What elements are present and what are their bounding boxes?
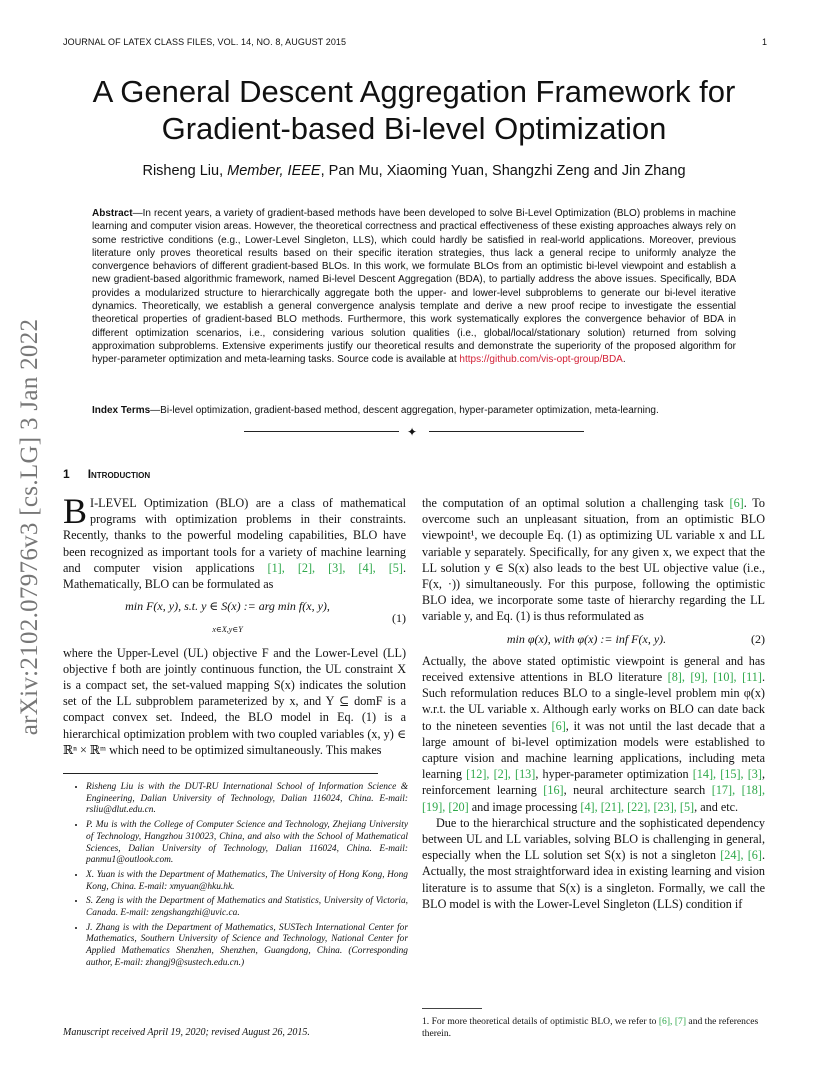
citation-link[interactable]: [14], [15], [3] (692, 767, 762, 782)
right-text-3: Due to the hierarchical structure and the sophisticated dependency between UL and LL variables, solving BLO is challenging in general, especially when the LL solution set S(x) is not a singleton (422, 815, 765, 863)
right-text-2e: , reinforcement learning (422, 767, 766, 798)
section-heading (63, 467, 150, 481)
citation-link[interactable]: [6], [7] (658, 1016, 687, 1027)
section-number: 1 (63, 467, 70, 481)
left-column (63, 491, 406, 758)
source-code-link[interactable]: https://github.com/vis-opt-group/BDA (459, 354, 623, 366)
right-text-2b: . Such reformulation reduces BLO to a single-level problem min φ(x) w.r.t. the UL variable x. Although early works on BLO can date back to the nineteen seventies (422, 670, 765, 733)
affiliation-item: • J. Zhang is with the Department of Mathematics, SUSTech International Center for Mathematics, Southern University of Science and Technology, National Center for Applied Mathematics Shenzhen, Shenzhen, Guangdong, China. (Corresponding author, E-mail: zhangj9@sustech.edu.cn.) (86, 923, 408, 970)
title-line-1: A General Descent Aggregation Framework for (92, 74, 736, 109)
diamond-icon: ✦ (407, 425, 418, 439)
footnote (422, 1016, 765, 1040)
intro-paragraph-1 (63, 491, 406, 592)
equation-1-text: min F(x, y), s.t. y ∈ S(x) := arg min f(x, y), (125, 599, 330, 614)
citation-link[interactable]: [4], [21], [22], [23], [5] (580, 799, 695, 814)
citation-link[interactable]: [6] (729, 496, 744, 510)
footnote-end: and the references therein. (422, 1016, 759, 1039)
right-text-2h: , and etc. (694, 799, 739, 814)
page-number: 1 (761, 37, 767, 47)
author-1-role: Member, IEEE (227, 163, 321, 179)
title-line-2: Gradient-based Bi-level Optimization (161, 111, 667, 146)
right-paragraph-1 (422, 495, 765, 625)
arxiv-stamp (13, 297, 47, 757)
right-text-1b: . To overcome such an unpleasant situation, from an optimistic BLO viewpoint¹, we decouple Eq. (1) as optimizing UL variable x and LL variable y separately. Specifically, for any given x, we expect that the LL solution y ∈ S(x) also leads to the best UL objective value (i.e., F(x, ·)) simultaneously. For this purpose, following the optimistic BLO idea, we incorporate some taste of hierarchy regarding the LL variable y, and Eq. (1) is thus reformulated as (422, 496, 765, 624)
equation-1-body (63, 598, 392, 638)
right-text-2f: , neural architecture search (563, 783, 712, 798)
authors (40, 163, 788, 179)
affiliation-item: • P. Mu is with the College of Computer Science and Technology, Zhejiang University of Technology, Hangzhou 310023, China, and also with the School of Mathematical Sciences, Dalian University of Technology, Dalian 116024, China. E-mail: panmu1@outlook.com. (86, 820, 408, 867)
right-text-1: the computation of an optimal solution a challenging task (422, 496, 730, 510)
authors-rest: , Pan Mu, Xiaoming Yuan, Shangzhi Zeng and Jin Zhang (320, 163, 686, 179)
citation-link[interactable]: [12], [2], [13] (466, 767, 536, 782)
abstract-label: Abstract (92, 208, 133, 219)
dropcap: B (63, 491, 88, 531)
abstract-text: —In recent years, a variety of gradient-based methods have been developed to solve Bi-Level Optimization (BLO) problems in machine learning and computer vision areas. However, the theoretical correctness and practical effectiveness of these existing approaches always rely on some restrictive conditions (e.g., Lower-Level Singleton, LLS), which could hardly be satisfied in real-world applications. Moreover, previous literature only proves theoretical results based on their specific iteration strategies, thus lack a general recipe to uniformly analyze the convergence behaviors of different gradient-based BLOs. In this work, we formulate BLOs from an optimistic bi-level viewpoint and establish a new gradient-based algorithmic framework, named Bi-level Descent Aggregation (BDA), to partially address the above issues. Specifically, BDA provides a modularized structure to hierarchically aggregate both the upper- and lower-level subproblems to generate our bi-level iterative dynamics. Theoretically, we establish a general convergence analysis template and derive a new proof recipe to investigate the essential theoretical properties of gradient-based BLO methods. Furthermore, this work systematically explores the convergence behavior of BDA in different optimization scenarios, i.e., considering various solution qualities (i.e., global/local/stationary solution) returned from solving approximation subproblems. Extensive experiments justify our theoretical results and demonstrate the superiority of the proposed algorithm for hyper-parameter optimization and meta-learning tasks. Source code is available at (92, 208, 736, 366)
equation-2-number: (2) (751, 631, 765, 646)
affiliation-item: • Risheng Liu is with the DUT-RU International School of Information Science & Engineering, Dalian University of Technology, Dalian 116024, China. E-mail: rsliu@dlut.edu.cn. (86, 782, 408, 817)
abstract-divider (244, 426, 584, 438)
right-text-2c: , it was not until the last decade that a large amount of bi-level optimization models were established to capture vision and machine learning applications, including meta learning (422, 718, 766, 782)
intro-text-1: Optimization (BLO) are a class of mathematical programs with optimization problems in their constraints. Recently, thanks to the powerful modeling capabilities, BLO have been recognized as important tools for a variety of machine learning and computer vision applications (63, 496, 406, 575)
manuscript-note: Manuscript received April 19, 2020; revised August 26, 2015. (63, 1027, 310, 1038)
intro-paragraph-2: where the Upper-Level (UL) objective F and the Lower-Level (LL) objective f both are jointly continuous function, the UL constraint X is a compact set, the set-valued mapping S(x) indicates the solution set of the LL subproblem parameterized by x, and Y ⊆ domF is a compact convex set. Indeed, the BLO model in Eq. (1) is a hierarchical optimization problem with two coupled variables (x, y) ∈ ℝⁿ × ℝᵐ which need to be optimized simultaneously. This makes (63, 645, 406, 757)
affiliation-list (63, 782, 408, 970)
affiliations (63, 782, 408, 973)
right-paragraph-3 (422, 815, 765, 912)
right-footnote-rule (422, 1008, 482, 1009)
equation-1-number: (1) (392, 611, 406, 626)
footnote-text: 1. For more theoretical details of optimistic BLO, we refer to (422, 1016, 659, 1027)
right-text-3b: . Actually, the most straightforward idea in existing learning and vision literature is to assume that S(x) is a singleton. Formally, we call the BLO model is with the Lower-Level Singleton (LLS) condition if (422, 848, 765, 911)
arxiv-stamp-text: arXiv:2102.07976v3 [cs.LG] 3 Jan 2022 (16, 318, 43, 736)
paper-title (40, 73, 788, 147)
index-terms-text: —Bi-level optimization, gradient-based method, descent aggregation, hyper-parameter optimization, meta-learning. (150, 405, 659, 416)
divider-rule-right (429, 431, 584, 432)
right-text-2g: and image processing (468, 799, 581, 814)
right-text-2d: , hyper-parameter optimization (535, 767, 693, 782)
equation-2-text: min φ(x), with φ(x) := inf F(x, y). (506, 631, 667, 646)
citation-link[interactable]: [6] (551, 718, 566, 733)
footnote-rule (63, 773, 378, 774)
right-paragraph-2 (422, 653, 765, 815)
running-head: JOURNAL OF LATEX CLASS FILES, VOL. 14, NO. 8, AUGUST 2015 (63, 37, 347, 47)
index-terms-label: Index Terms (92, 405, 151, 416)
divider-rule-left (244, 431, 399, 432)
right-column (422, 495, 765, 912)
citation-link[interactable]: [8], [9], [10], [11] (667, 670, 762, 685)
equation-1-subscript: x∈X,y∈Y (212, 625, 243, 635)
section-title: Introduction (87, 467, 151, 481)
index-terms (92, 404, 736, 417)
citation-link[interactable]: [17], [18], [19], [20] (422, 783, 765, 814)
equation-2 (422, 631, 765, 647)
abstract-end: . (622, 354, 626, 366)
intro-text-1-end: . Mathematically, BLO can be formulated as (63, 560, 406, 592)
citation-link[interactable]: [16] (543, 783, 564, 798)
intro-start-smallcaps: I-LEVEL (90, 496, 137, 510)
citation-link[interactable]: [1], [2], [3], [4], [5] (267, 560, 403, 575)
affiliation-item: • X. Yuan is with the Department of Mathematics, The University of Hong Kong, Hong Kong, China. E-mail: xmyuan@hku.hk. (86, 870, 408, 893)
citation-link[interactable]: [24], [6] (720, 848, 762, 863)
equation-1 (63, 598, 406, 638)
right-text-2: Actually, the above stated optimistic viewpoint is general and has received extensive attentions in BLO literature (422, 653, 765, 685)
author-1: Risheng Liu, (142, 163, 228, 179)
abstract (92, 207, 736, 367)
affiliation-item: • S. Zeng is with the Department of Mathematics and Statistics, University of Victoria, Canada. E-mail: zengshangzhi@uvic.ca. (86, 896, 408, 919)
